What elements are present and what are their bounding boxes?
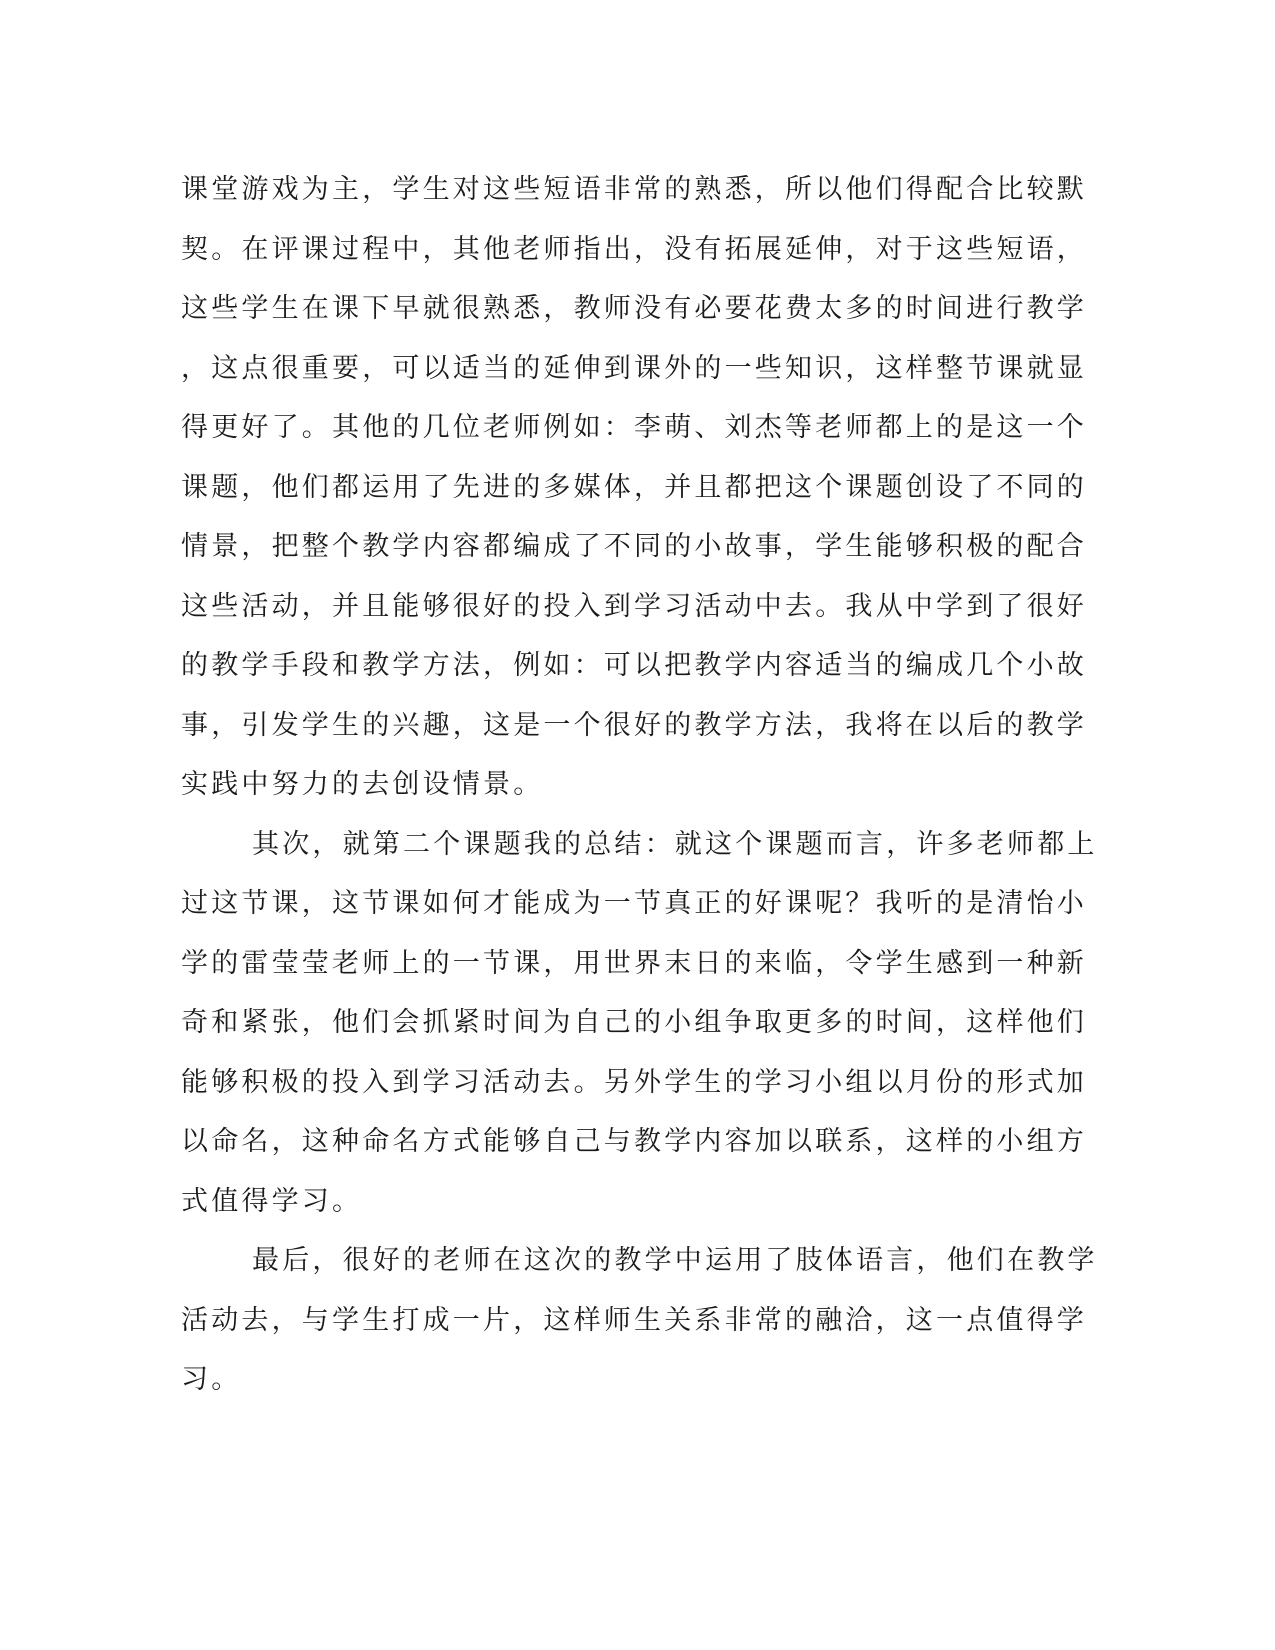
text-line: 课题，他们都运用了先进的多媒体，并且都把这个课题创设了不同的: [181, 471, 1087, 503]
text-line: 事，引发学生的兴趣，这是一个很好的教学方法，我将在以后的教学: [181, 709, 1087, 741]
text-line: 活动去，与学生打成一片，这样师生关系非常的融洽，这一点值得学: [181, 1304, 1087, 1336]
text-line: 能够积极的投入到学习活动去。另外学生的学习小组以月份的形式加: [181, 1066, 1087, 1098]
text-line: 实践中努力的去创设情景。: [181, 769, 544, 800]
text-line: 课堂游戏为主，学生对这些短语非常的熟悉，所以他们得配合比较默: [181, 174, 1087, 205]
text-line: 奇和紧张，他们会抓紧时间为自己的小组争取更多的时间，这样他们: [181, 1007, 1087, 1038]
text-line: 情景，把整个教学内容都编成了不同的小故事，学生能够积极的配合: [181, 531, 1087, 562]
text-line: 式值得学习。: [181, 1185, 363, 1217]
paragraph-first-line: 最后，很好的老师在这次的教学中运用了肢体语言，他们在教学: [252, 1245, 1098, 1276]
text-line: 学的雷莹莹老师上的一节课，用世界末日的来临，令学生感到一种新: [181, 947, 1087, 979]
text-line: 这些活动，并且能够很好的投入到学习活动中去。我从中学到了很好: [181, 590, 1087, 622]
text-line: 习。: [181, 1364, 242, 1395]
text-line: 过这节课，这节课如何才能成为一节真正的好课呢？我听的是清怡小: [181, 888, 1087, 919]
text-line: 以命名，这种命名方式能够自己与教学内容加以联系，这样的小组方: [181, 1126, 1087, 1157]
text-line: 这些学生在课下早就很熟悉，教师没有必要花费太多的时间进行教学: [181, 293, 1087, 324]
text-line: 的教学手段和教学方法，例如：可以把教学内容适当的编成几个小故: [181, 650, 1087, 681]
text-line: 契。在评课过程中，其他老师指出，没有拓展延伸，对于这些短语，: [181, 233, 1087, 265]
text-line: 得更好了。其他的几位老师例如：李萌、刘杰等老师都上的是这一个: [181, 412, 1087, 443]
text-line: ，这点很重要，可以适当的延伸到课外的一些知识，这样整节课就显: [181, 352, 1087, 384]
body-text: [181, 160, 1098, 1410]
paragraph-first-line: 其次，就第二个课题我的总结：就这个课题而言，许多老师都上: [252, 828, 1098, 860]
